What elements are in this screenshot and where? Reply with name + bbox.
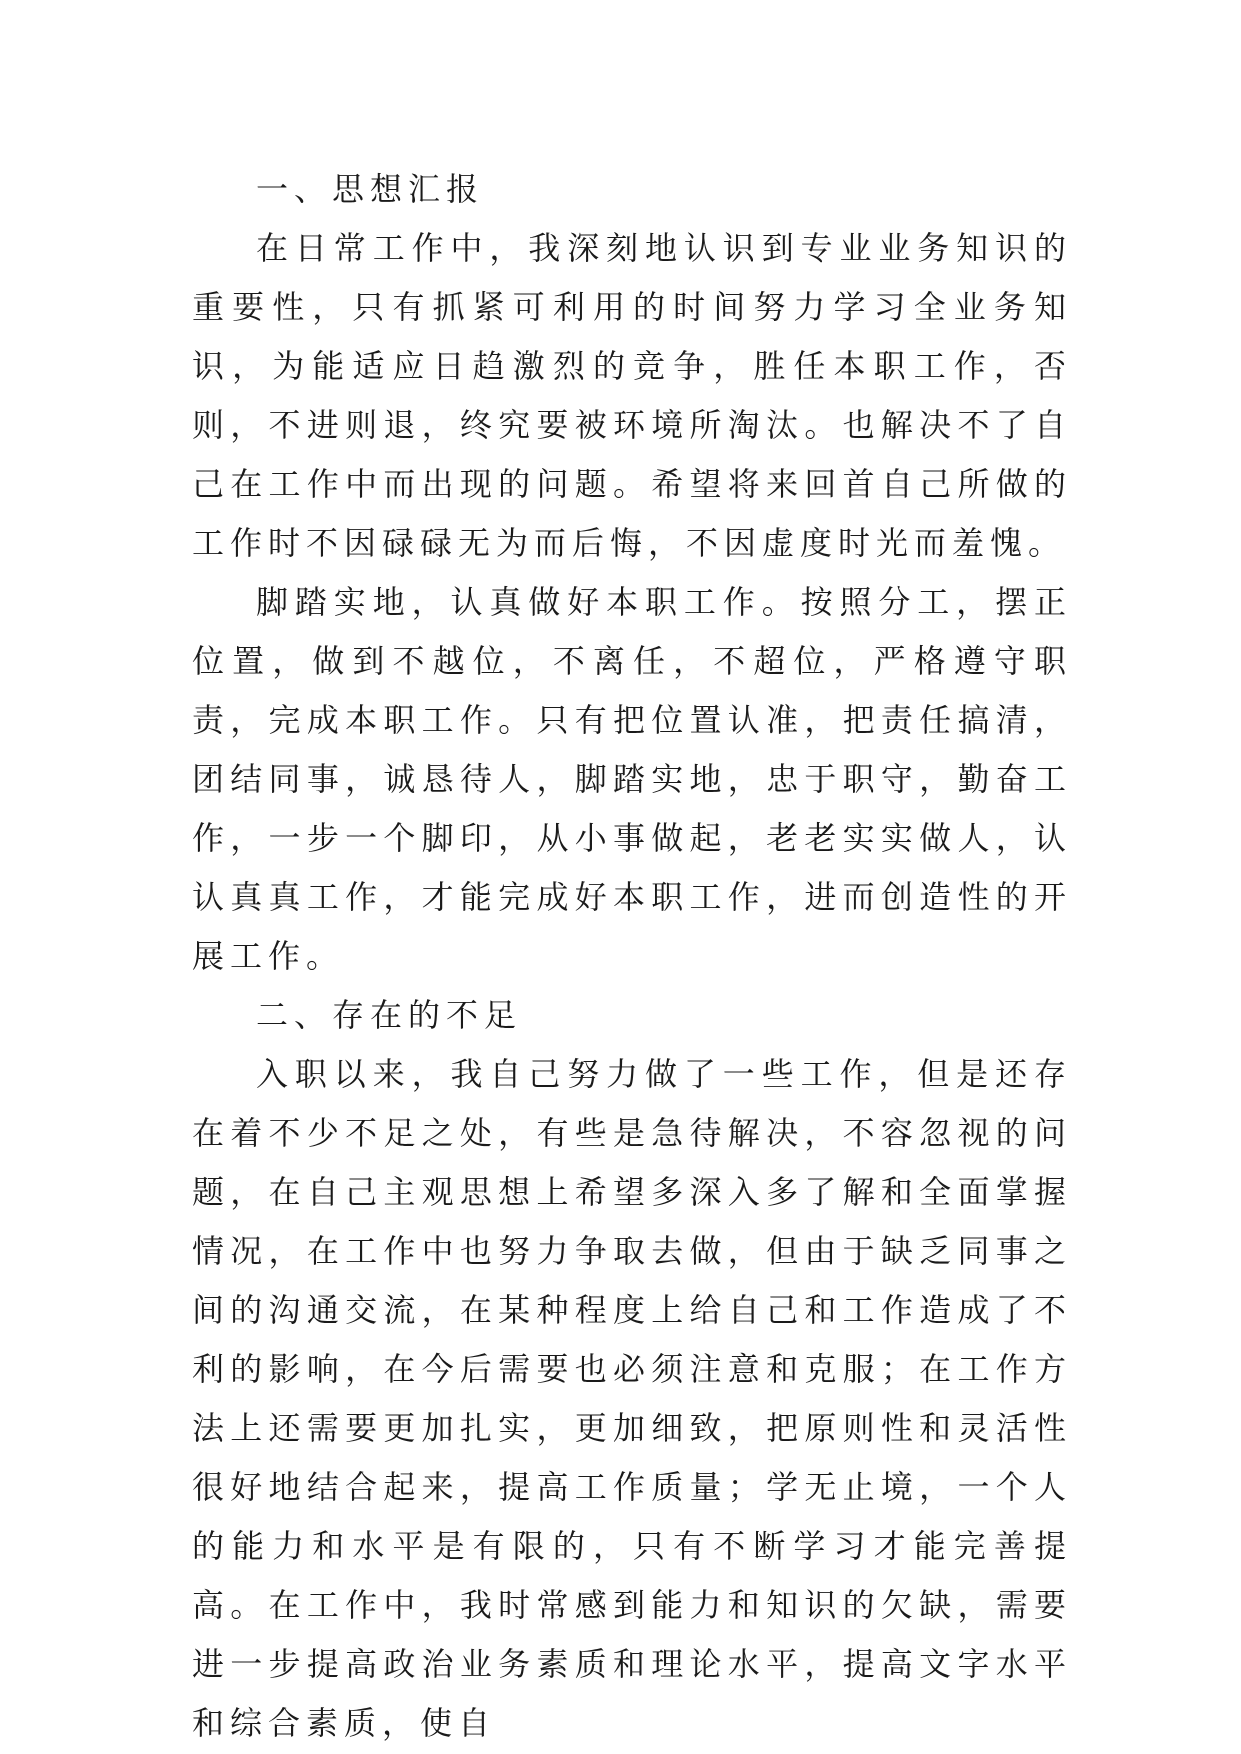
document-body <box>192 160 1072 1753</box>
paragraph-do-job-well: 脚踏实地，认真做好本职工作。按照分工，摆正位置，做到不越位，不离任，不超位，严格遵守职责，完成本职工作。只有把位置认准，把责任搞清，团结同事，诚恳待人，脚踏实地，忠于职守，勤奋工作，一步一个脚印，从小事做起，老老实实做人，认认真真工作，才能完成好本职工作，进而创造性的开展工作。 <box>192 583 1072 975</box>
paragraph-professional-knowledge: 在日常工作中，我深刻地认识到专业业务知识的重要性，只有抓紧可利用的时间努力学习全业务知识，为能适应日趋激烈的竞争，胜任本职工作，否则，不进则退，终究要被环境所淘汰。也解决不了自己在工作中而出现的问题。希望将来回首自己所做的工作时不因碌碌无为而后悔，不因虚度时光而羞愧。 <box>192 229 1072 562</box>
paragraph-shortcomings: 入职以来，我自己努力做了一些工作，但是还存在着不少不足之处，有些是急待解决，不容忽视的问题，在自己主观思想上希望多深入多了解和全面掌握情况，在工作中也努力争取去做，但由于缺乏同事之间的沟通交流，在某种程度上给自己和工作造成了不利的影响，在今后需要也必须注意和克服；在工作方法上还需要更加扎实，更加细致，把原则性和灵活性很好地结合起来，提高工作质量；学无止境，一个人的能力和水平是有限的，只有不断学习才能完善提高。在工作中，我时常感到能力和知识的欠缺，需要进一步提高政治业务素质和理论水平，提高文字水平和综合素质，使自 <box>192 1055 1072 1742</box>
section-heading-ideological-report: 一、思想汇报 <box>256 170 485 208</box>
section-heading-shortcomings: 二、存在的不足 <box>256 996 523 1034</box>
